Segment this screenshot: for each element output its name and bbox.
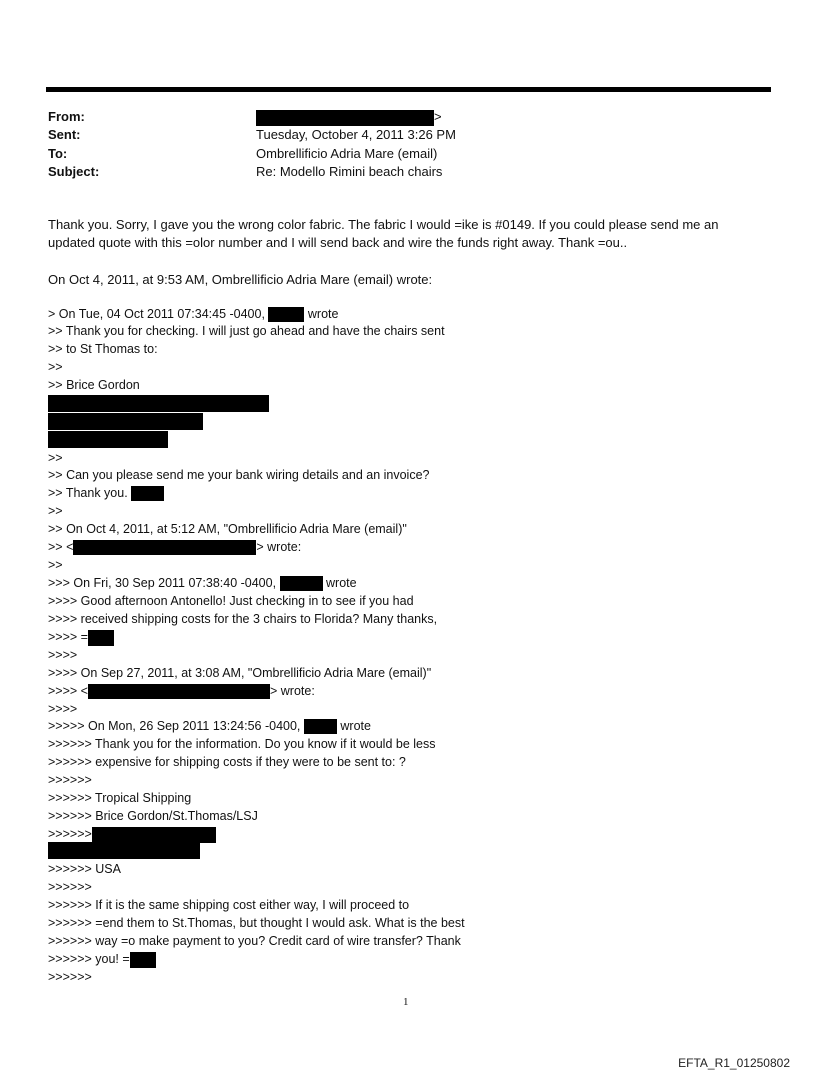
redaction	[88, 684, 270, 699]
subject-label: Subject:	[48, 164, 100, 179]
redaction	[48, 395, 269, 412]
quote-line: >>>>>>	[48, 880, 92, 894]
from-label: From:	[48, 109, 85, 124]
quote-line: >>>>>> USA	[48, 862, 121, 876]
quote-line: >>>>>>	[48, 970, 92, 984]
quote-line: > On Tue, 04 Oct 2011 07:34:45 -0400, wrote	[48, 307, 339, 321]
quote-line: >>>>>> Thank you for the information. Do you know if it would be less	[48, 737, 436, 751]
quote-line: >>	[48, 451, 63, 465]
quote-line: >>>>>>	[48, 826, 216, 843]
header-rule	[46, 87, 771, 92]
redaction	[256, 110, 434, 126]
quote-line: >>>> < > wrote:	[48, 684, 315, 698]
body-paragraph-1	[48, 216, 748, 252]
quote-line: >> to St Thomas to:	[48, 342, 158, 356]
body-line: Thank you. Sorry, I gave you the wrong color fabric. The fabric I would =ike is #0149. If you could please send me an	[48, 217, 719, 232]
redaction	[92, 827, 216, 843]
quote-line: >>>>> On Mon, 26 Sep 2011 13:24:56 -0400, wrote	[48, 719, 371, 733]
quote-line: >> On Oct 4, 2011, at 5:12 AM, "Ombrellificio Adria Mare (email)"	[48, 522, 407, 536]
quote-line: >> Thank you for checking. I will just go ahead and have the chairs sent	[48, 324, 445, 338]
quote-line: >> < > wrote:	[48, 540, 302, 554]
redaction	[131, 486, 164, 501]
to-label: To:	[48, 146, 68, 161]
quote-line: >>>>	[48, 702, 78, 716]
page-number: 1	[403, 996, 409, 1008]
redaction	[88, 630, 114, 646]
redaction	[130, 952, 156, 968]
redaction	[73, 540, 256, 555]
redaction	[280, 576, 323, 591]
quote-line: >>>> =	[48, 629, 114, 646]
quote-line: >>> On Fri, 30 Sep 2011 07:38:40 -0400, wrote	[48, 576, 357, 590]
redaction	[268, 307, 304, 322]
quote-line: >>>>>> Tropical Shipping	[48, 791, 192, 805]
quote-line: >>>>>> way =o make payment to you? Credit card of wire transfer? Thank	[48, 934, 461, 948]
to-value: Ombrellificio Adria Mare (email)	[256, 146, 438, 161]
quote-line: >>>> Good afternoon Antonello! Just checking in to see if you had	[48, 594, 414, 608]
quote-line: >>	[48, 360, 63, 374]
quote-line: >>>>>> you! =	[48, 951, 156, 968]
document-id: EFTA_R1_01250802	[678, 1056, 790, 1070]
quote-line: >> Brice Gordon	[48, 378, 140, 392]
redaction	[48, 413, 203, 430]
quote-line: >>>>>> If it is the same shipping cost either way, I will proceed to	[48, 898, 410, 912]
quote-line: >> Can you please send me your bank wiring details and an invoice?	[48, 468, 430, 482]
body-paragraph-2: On Oct 4, 2011, at 9:53 AM, Ombrellificio Adria Mare (email) wrote:	[48, 272, 433, 287]
quote-line: >> Thank you.	[48, 485, 164, 502]
body-line: updated quote with this =olor number and I will send back and wire the funds right away. Thank =ou..	[48, 235, 628, 250]
quote-line: >>>> On Sep 27, 2011, at 3:08 AM, "Ombrellificio Adria Mare (email)"	[48, 666, 432, 680]
from-value	[256, 107, 442, 126]
quote-line: >>>>	[48, 648, 78, 662]
subject-value: Re: Modello Rimini beach chairs	[256, 164, 443, 179]
quote-line: >>>>>> Brice Gordon/St.Thomas/LSJ	[48, 809, 258, 823]
from-suffix: >	[434, 109, 442, 124]
quote-line: >>>> received shipping costs for the 3 chairs to Florida? Many thanks,	[48, 612, 438, 626]
quote-line: >>	[48, 504, 63, 518]
redaction	[304, 719, 337, 734]
redaction	[48, 431, 168, 448]
quote-line: >>>>>> =end them to St.Thomas, but thought I would ask. What is the best	[48, 916, 465, 930]
sent-value: Tuesday, October 4, 2011 3:26 PM	[256, 127, 456, 142]
quote-line: >>	[48, 558, 63, 572]
sent-label: Sent:	[48, 127, 81, 142]
redaction	[48, 842, 200, 859]
quote-line: >>>>>>	[48, 773, 92, 787]
quote-line: >>>>>> expensive for shipping costs if they were to be sent to: ?	[48, 755, 406, 769]
